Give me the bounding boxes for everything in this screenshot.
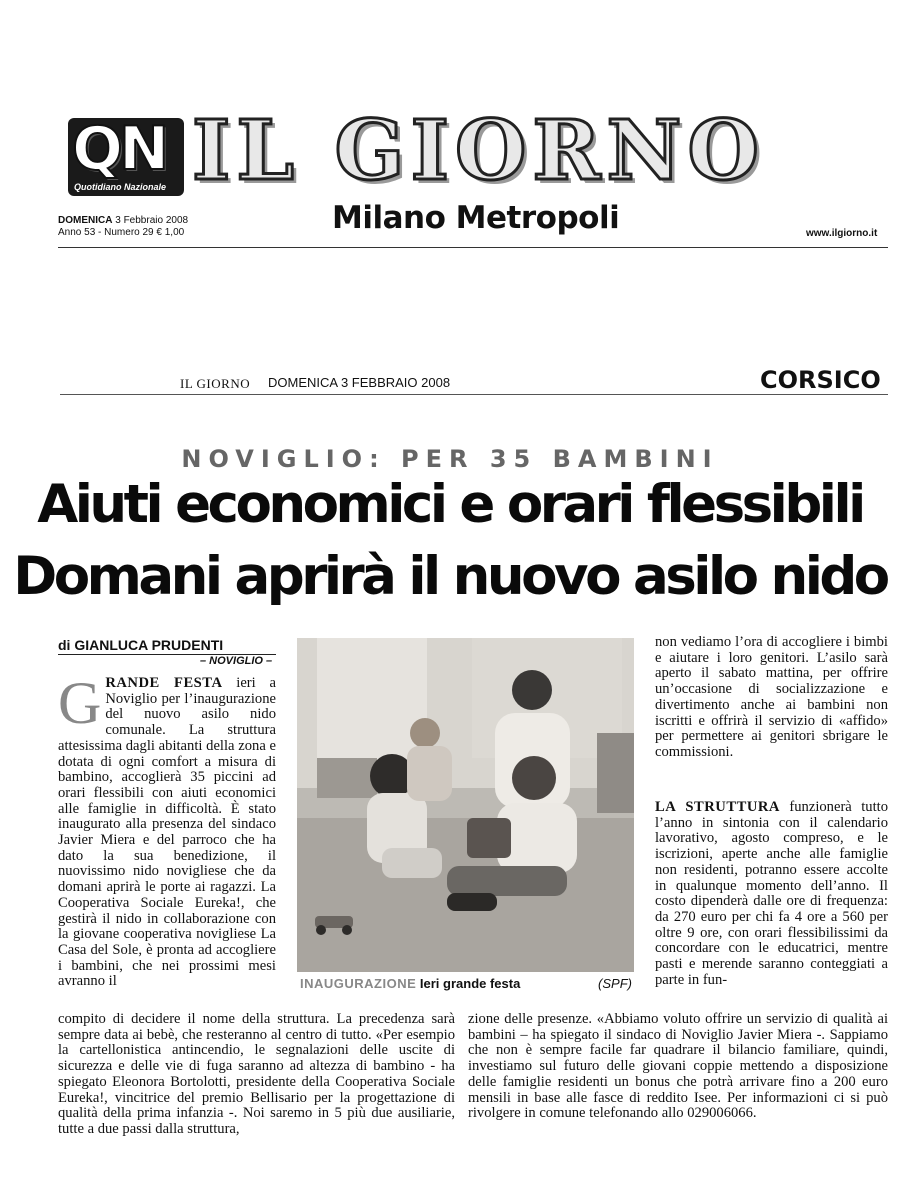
- caption-label: INAUGURAZIONE: [300, 976, 417, 991]
- section-title: Milano Metropoli: [332, 200, 620, 236]
- page-header-paper: IL GIORNO: [180, 376, 251, 391]
- masthead-issue: Anno 53 - Numero 29 € 1,00: [58, 227, 185, 238]
- drop-cap: G: [58, 670, 102, 736]
- article-column-3-top: non vediamo l’ora di accogliere i bimbi e aiutare i loro genitori. L’asilo sarà aperto il sabato mattina, per offrire un’occasione di socializzazione e divertimento anche ai bambini non iscritti e offrirà il servizio di «affido» per permettere ai genitori sbrigare le commissioni.: [655, 634, 888, 760]
- qn-logo-letters: QN: [72, 114, 166, 184]
- headline-line-2: Domani aprirà il nuovo asilo nido: [13, 546, 887, 607]
- lead-caps: RANDE FESTA: [105, 675, 223, 691]
- column-3-text: funzionerà tutto l’anno in sintonia con il calendario lavorativo, agosto compreso, e le iscrizioni, aperte anche alle famiglie non residenti, potranno essere accolte in qualunque momento dell’anno. Il costo dipenderà dalle ore di frequenza: da 270 euro per chi fa 4 ore a 560 per oltre 9 ore, con orari flessibilissimi da concordare con le educatrici, mentre pasti e merende saranno conteggiati a parte in fun-: [655, 799, 888, 988]
- article-photo: [297, 638, 634, 972]
- article-bottom-left: compito di decidere il nome della struttura. La precedenza sarà sempre data ai bebè, che resteranno al centro di tutto. «Per esempio la cartellonistica antincendio, le segnalazioni delle uscite di sicurezza e delle vie di fuga saranno ad altezza di bambino - ha spiegato Eleonora Bortolotti, presidente della Cooperativa Sociale Eureka!, vincitrice del premio Bellisario per la progettazione di qualità della prima infanzia -. Noi saremo in 5 più due ausiliarie, tutte a due passi dalla struttura,: [58, 1011, 455, 1137]
- subhead-la-struttura: LA STRUTTURA: [655, 799, 780, 815]
- page-header-date: DOMENICA 3 FEBBRAIO 2008: [268, 375, 451, 390]
- photo-credit: (SPF): [598, 976, 632, 991]
- masthead-date-rest: 3 Febbraio 2008: [112, 215, 189, 226]
- masthead-rule: [58, 247, 888, 248]
- dateline-location: – NOVIGLIO –: [200, 655, 273, 667]
- newspaper-title: IL GIORNO: [192, 103, 765, 199]
- column-1-text: ieri a Noviglio per l’inaugurazione del nuovo asilo nido comunale. La struttura attesissima dagli abitanti della zona e dotata di ogni comfort a misura di bambino, accoglierà 35 piccini ad orari flessibili con aiuti economici alle famiglie in difficoltà. È stato inaugurato alla presenza del sindaco Javier Miera e del parroco che ha dato la sua benedizione, il nuovissimo nido novigliese che da domani aprirà le porte ai ragazzi. La Cooperativa Sociale Eureka!, che gestirà il nido in collaborazione con la giovane cooperativa novigliese La Casa del Sole, è pronta ad accogliere i bambini, che nei prossimi mesi avranno il: [58, 675, 276, 990]
- page-header-section: CORSICO: [760, 366, 881, 394]
- article-kicker: NOVIGLIO: PER 35 BAMBINI: [181, 445, 719, 473]
- qn-logo-subtitle: Quotidiano Nazionale: [74, 182, 167, 192]
- page-header-rule: [60, 394, 888, 395]
- photo-caption: [300, 976, 632, 991]
- article-bottom-right: zione delle presenze. «Abbiamo voluto offrire un servizio di qualità ai bambini – ha spiegato il sindaco di Noviglio Javier Miera -. Sappiamo che non è sempre facile far quadrare il bilancio familiare, quindi, investiamo sul futuro delle giovani coppie mettendo a disposizione delle famiglie residenti un bonus che potrà arrivare fino a 200 euro mensili in base alle fasce di reddito Isee. Per informazioni ci si può rivolgere in comune telefonando allo 029006066.: [468, 1011, 888, 1122]
- masthead-day: DOMENICA: [58, 215, 113, 226]
- website-url: www.ilgiorno.it: [806, 228, 878, 239]
- qn-logo: [68, 114, 184, 196]
- caption-text: Ieri grande festa: [416, 976, 521, 991]
- headline-line-1: Aiuti economici e orari flessibili: [37, 474, 863, 535]
- article-column-1: [58, 670, 276, 990]
- photo-illustration: [297, 638, 634, 972]
- masthead-date: [58, 215, 188, 239]
- article-column-3-bottom: [655, 800, 888, 988]
- byline: di GIANLUCA PRUDENTI: [58, 637, 224, 653]
